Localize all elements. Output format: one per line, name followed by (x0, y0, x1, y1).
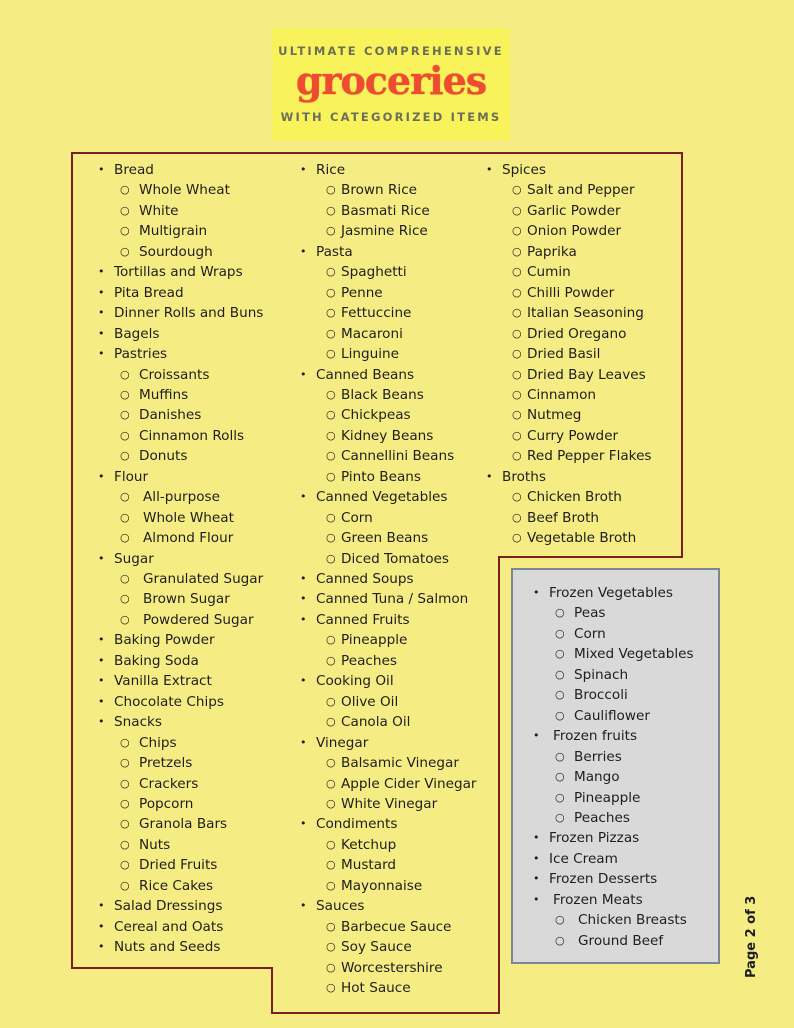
sub-list-item-label: Popcorn (139, 795, 194, 812)
bullet-icon: • (98, 674, 105, 688)
header-title: groceries (295, 58, 487, 103)
sub-list-item-label: Croissants (139, 366, 210, 383)
circle-bullet-icon: ○ (120, 735, 130, 749)
bullet-icon: • (98, 633, 105, 647)
sub-list-item-label: Worcestershire (341, 959, 443, 976)
circle-bullet-icon: ○ (555, 770, 565, 784)
circle-bullet-icon: ○ (120, 572, 130, 585)
list-item-label: Frozen Vegetables (549, 585, 673, 601)
list-item-label: Canned Vegetables (316, 489, 448, 506)
sub-list-item-label: Fettuccine (341, 305, 412, 322)
list-item-label: Bagels (114, 325, 160, 342)
sub-list-item-label: Berries (574, 748, 622, 765)
circle-bullet-icon: ○ (326, 981, 336, 994)
circle-bullet-icon: ○ (555, 667, 565, 681)
circle-bullet-icon: ○ (120, 776, 130, 790)
list-item-label: Spices (502, 162, 546, 178)
list-item-label: Frozen Meats (553, 891, 643, 908)
header-top-line: ULTIMATE COMPREHENSIVE (278, 44, 504, 58)
sub-list-item-label: Cumin (527, 264, 571, 281)
bullet-icon: • (98, 163, 105, 176)
sub-list-item-label: Cinnamon (527, 386, 597, 403)
bullet-icon: • (486, 469, 493, 483)
list-item-label: Frozen Desserts (549, 871, 658, 888)
circle-bullet-icon: ○ (326, 796, 336, 810)
bullet-icon: • (300, 367, 307, 381)
circle-bullet-icon: ○ (512, 408, 522, 422)
circle-bullet-icon: ○ (326, 449, 336, 463)
circle-bullet-icon: ○ (555, 688, 565, 702)
sub-list-item-label: Spinach (574, 666, 629, 683)
bullet-icon: • (98, 265, 105, 279)
sub-list-item-label: Granola Bars (139, 816, 228, 833)
circle-bullet-icon: ○ (326, 203, 336, 217)
sub-list-item-label: Olive Oil (341, 693, 399, 710)
circle-bullet-icon: ○ (555, 606, 565, 620)
list-item-label: Canned Beans (316, 366, 415, 383)
bullet-icon: • (300, 817, 307, 831)
bullet-icon: • (98, 285, 105, 299)
sub-list-item-label: Hot Sauce (341, 980, 411, 996)
circle-bullet-icon: ○ (120, 428, 130, 442)
bullet-icon: • (533, 892, 540, 906)
bullet-icon: • (300, 244, 307, 258)
sub-list-item-label: Italian Seasoning (527, 305, 644, 322)
circle-bullet-icon: ○ (120, 387, 130, 401)
bullet-icon: • (533, 872, 540, 886)
list-item-label: Snacks (114, 714, 163, 731)
circle-bullet-icon: ○ (120, 367, 130, 381)
circle-bullet-icon: ○ (512, 531, 522, 545)
bullet-icon: • (533, 729, 540, 743)
sub-list-item-label: White Vinegar (341, 795, 438, 812)
sub-list-item-label: Almond Flour (143, 530, 234, 547)
list-item-label: Frozen fruits (553, 728, 638, 745)
circle-bullet-icon: ○ (512, 490, 522, 504)
circle-bullet-icon: ○ (512, 347, 522, 361)
circle-bullet-icon: ○ (120, 756, 130, 770)
bullet-icon: • (98, 653, 105, 667)
bullet-icon: • (98, 694, 105, 708)
sub-list-item-label: Multigrain (139, 223, 208, 240)
sub-list-item-label: Black Beans (341, 386, 424, 403)
circle-bullet-icon: ○ (512, 244, 522, 258)
sub-list-item-label: Onion Powder (527, 223, 622, 240)
sub-list-item-label: Paprika (527, 243, 577, 260)
sub-list-item-label: Penne (341, 284, 383, 301)
list-item-label: Dinner Rolls and Buns (114, 305, 264, 322)
sub-list-item-label: Cannellini Beans (341, 448, 455, 465)
circle-bullet-icon: ○ (512, 183, 522, 197)
bullet-icon: • (98, 306, 105, 320)
sub-list-item-label: Curry Powder (527, 427, 619, 444)
circle-bullet-icon: ○ (326, 551, 336, 565)
circle-bullet-icon: ○ (326, 408, 336, 422)
bullet-icon: • (533, 831, 540, 845)
sub-list-item-label: Vegetable Broth (527, 530, 637, 547)
bullet-icon: • (98, 919, 105, 933)
circle-bullet-icon: ○ (120, 224, 130, 238)
sub-list-item-label: Red Pepper Flakes (527, 448, 652, 465)
sub-list-item-label: Dried Basil (527, 346, 601, 363)
sub-list-item-label: Mayonnaise (341, 877, 423, 894)
circle-bullet-icon: ○ (512, 387, 522, 401)
circle-bullet-icon: ○ (120, 203, 130, 217)
list-item-label: Baking Soda (114, 652, 199, 669)
sub-list-item-label: Mixed Vegetables (574, 646, 694, 663)
sub-list-item-label: Apple Cider Vinegar (341, 775, 477, 792)
list-item-label: Tortillas and Wraps (114, 264, 243, 281)
sub-list-item-label: Chickpeas (341, 407, 411, 424)
sub-list-item-label: Spaghetti (341, 264, 407, 281)
sub-list-item-label: Danishes (139, 407, 202, 424)
circle-bullet-icon: ○ (120, 817, 130, 831)
circle-bullet-icon: ○ (555, 790, 565, 804)
list-item-label: Condiments (316, 816, 398, 833)
sub-list-item-label: Nutmeg (527, 407, 582, 424)
sub-list-item-label: Dried Bay Leaves (527, 366, 646, 383)
list-item-label: Pasta (316, 243, 353, 260)
sub-list-item-label: All-purpose (143, 489, 220, 506)
circle-bullet-icon: ○ (326, 694, 336, 708)
list-item-label: Nuts and Seeds (114, 939, 221, 956)
sub-list-item-label: Green Beans (341, 530, 429, 547)
sub-list-item-label: Brown Rice (341, 182, 418, 199)
circle-bullet-icon: ○ (512, 449, 522, 463)
circle-bullet-icon: ○ (120, 490, 130, 504)
circle-bullet-icon: ○ (555, 913, 565, 927)
circle-bullet-icon: ○ (120, 408, 130, 422)
sub-list-item-label: Balsamic Vinegar (341, 755, 459, 772)
bullet-icon: • (98, 326, 105, 340)
sub-list-item-label: Rice Cakes (139, 877, 214, 894)
circle-bullet-icon: ○ (326, 715, 336, 729)
list-item-label: Rice (316, 162, 346, 178)
sub-list-item-label: Corn (341, 509, 373, 526)
sub-list-item-label: Dried Fruits (139, 857, 218, 874)
sub-list-item-label: Pretzels (139, 755, 193, 772)
circle-bullet-icon: ○ (326, 837, 336, 851)
sub-list-item-label: Muffins (139, 386, 189, 403)
bullet-icon: • (300, 592, 307, 606)
circle-bullet-icon: ○ (326, 776, 336, 790)
circle-bullet-icon: ○ (120, 878, 130, 892)
sub-list-item-label: Garlic Powder (527, 202, 621, 219)
sub-list-item-label: Ketchup (341, 836, 397, 853)
circle-bullet-icon: ○ (120, 858, 130, 872)
circle-bullet-icon: ○ (512, 203, 522, 217)
circle-bullet-icon: ○ (512, 367, 522, 381)
circle-bullet-icon: ○ (512, 285, 522, 299)
circle-bullet-icon: ○ (326, 265, 336, 279)
sub-list-item-label: Chicken Broth (527, 489, 622, 506)
circle-bullet-icon: ○ (120, 449, 130, 463)
circle-bullet-icon: ○ (555, 708, 565, 722)
bullet-icon: • (533, 586, 540, 599)
circle-bullet-icon: ○ (555, 626, 565, 640)
list-item-label: Vinegar (316, 734, 369, 751)
circle-bullet-icon: ○ (326, 960, 336, 974)
circle-bullet-icon: ○ (326, 224, 336, 238)
list-item-label: Canned Tuna / Salmon (316, 591, 469, 608)
list-item-label: Cereal and Oats (114, 918, 224, 935)
sub-list-item-label: Nuts (139, 836, 171, 853)
sub-list-item-label: Diced Tomatoes (341, 550, 450, 567)
sub-list-item-label: Mustard (341, 857, 397, 874)
list-item-label: Canned Soups (316, 571, 414, 587)
sub-list-item-label: Peaches (574, 809, 630, 826)
circle-bullet-icon: ○ (512, 428, 522, 442)
list-item-label: Pita Bread (114, 284, 184, 301)
sub-list-item-label: Chips (139, 734, 177, 751)
sub-list-item-label: Barbecue Sauce (341, 918, 452, 935)
circle-bullet-icon: ○ (512, 224, 522, 238)
list-item-label: Chocolate Chips (114, 693, 224, 710)
circle-bullet-icon: ○ (512, 510, 522, 524)
sub-list-item-label: Powdered Sugar (143, 611, 254, 628)
bullet-icon: • (98, 551, 105, 565)
circle-bullet-icon: ○ (326, 306, 336, 320)
list-item-label: Cooking Oil (316, 673, 394, 690)
sub-list-item-label: Chicken Breasts (578, 912, 687, 929)
circle-bullet-icon: ○ (120, 796, 130, 810)
circle-bullet-icon: ○ (512, 326, 522, 340)
bullet-icon: • (98, 940, 105, 954)
circle-bullet-icon: ○ (120, 592, 130, 606)
circle-bullet-icon: ○ (120, 612, 130, 626)
sub-list-item-label: Pineapple (341, 632, 408, 649)
circle-bullet-icon: ○ (120, 510, 130, 524)
circle-bullet-icon: ○ (326, 428, 336, 442)
circle-bullet-icon: ○ (326, 858, 336, 872)
circle-bullet-icon: ○ (326, 919, 336, 933)
sub-list-item-label: Brown Sugar (143, 591, 230, 608)
sub-list-item-label: Kidney Beans (341, 427, 434, 444)
circle-bullet-icon: ○ (120, 183, 130, 197)
sub-list-item-label: Chilli Powder (527, 284, 615, 301)
page-indicator: Page 2 of 3 (744, 895, 759, 978)
circle-bullet-icon: ○ (512, 306, 522, 320)
sub-list-item-label: Basmati Rice (341, 202, 430, 219)
circle-bullet-icon: ○ (555, 810, 565, 824)
sub-list-item-label: Whole Wheat (143, 509, 234, 526)
circle-bullet-icon: ○ (120, 837, 130, 851)
bullet-icon: • (300, 490, 307, 504)
sub-list-item-label: Donuts (139, 448, 188, 465)
circle-bullet-icon: ○ (326, 756, 336, 770)
bullet-icon: • (533, 851, 540, 865)
sub-list-item-label: Crackers (139, 775, 199, 792)
sub-list-item-label: Peas (574, 605, 606, 622)
circle-bullet-icon: ○ (326, 878, 336, 892)
header-bottom-line: WITH CATEGORIZED ITEMS (280, 110, 502, 124)
sub-list-item-label: Macaroni (341, 325, 403, 342)
bullet-icon: • (486, 163, 493, 176)
sub-list-item-label: Cinnamon Rolls (139, 427, 245, 444)
circle-bullet-icon: ○ (512, 265, 522, 279)
sub-list-item-label: Canola Oil (341, 714, 411, 731)
bullet-icon: • (300, 674, 307, 688)
list-item-label: Salad Dressings (114, 898, 223, 915)
circle-bullet-icon: ○ (555, 749, 565, 763)
sub-list-item-label: Mango (574, 769, 620, 786)
sub-list-item-label: White (139, 202, 179, 219)
bullet-icon: • (300, 572, 307, 585)
list-item-label: Canned Fruits (316, 611, 410, 628)
bullet-icon: • (98, 469, 105, 483)
sub-list-item-label: Linguine (341, 346, 399, 363)
sub-list-item-label: Salt and Pepper (527, 182, 635, 199)
sub-list-item-label: Pineapple (574, 789, 641, 806)
list-item-label: Frozen Pizzas (549, 830, 640, 847)
sub-list-item-label: Beef Broth (527, 509, 600, 526)
sub-list-item-label: Pinto Beans (341, 468, 421, 485)
sub-list-item-label: Peaches (341, 652, 397, 669)
bullet-icon: • (300, 163, 307, 176)
circle-bullet-icon: ○ (326, 653, 336, 667)
list-item-label: Vanilla Extract (114, 673, 212, 690)
sub-list-item-label: Cauliflower (574, 707, 650, 724)
circle-bullet-icon: ○ (326, 633, 336, 647)
sub-list-item-label: Soy Sauce (341, 939, 412, 956)
bullet-icon: • (98, 715, 105, 729)
sub-list-item-label: Sourdough (139, 243, 213, 260)
list-item-label: Baking Powder (114, 632, 215, 649)
circle-bullet-icon: ○ (326, 347, 336, 361)
list-item-label: Flour (114, 468, 149, 485)
sub-list-item-label: Whole Wheat (139, 182, 230, 199)
bullet-icon: • (300, 899, 307, 913)
bullet-icon: • (98, 899, 105, 913)
circle-bullet-icon: ○ (326, 387, 336, 401)
sub-list-item-label: Ground Beef (578, 932, 664, 949)
circle-bullet-icon: ○ (326, 183, 336, 197)
circle-bullet-icon: ○ (326, 326, 336, 340)
bullet-icon: • (300, 735, 307, 749)
circle-bullet-icon: ○ (326, 469, 336, 483)
sub-list-item-label: Jasmine Rice (341, 223, 428, 240)
list-item-label: Broths (502, 468, 546, 485)
bullet-icon: • (98, 347, 105, 361)
circle-bullet-icon: ○ (326, 531, 336, 545)
sub-list-item-label: Broccoli (574, 687, 628, 704)
circle-bullet-icon: ○ (326, 285, 336, 299)
circle-bullet-icon: ○ (120, 531, 130, 545)
circle-bullet-icon: ○ (326, 940, 336, 954)
list-item-label: Sauces (316, 898, 365, 915)
circle-bullet-icon: ○ (555, 647, 565, 661)
sub-list-item-label: Dried Oregano (527, 325, 627, 342)
list-item-label: Bread (114, 162, 154, 178)
circle-bullet-icon: ○ (326, 510, 336, 524)
list-item-label: Ice Cream (549, 850, 618, 867)
sub-list-item-label: Corn (574, 625, 606, 642)
sub-list-item-label: Granulated Sugar (143, 571, 264, 587)
bullet-icon: • (300, 612, 307, 626)
circle-bullet-icon: ○ (555, 933, 565, 947)
list-item-label: Sugar (114, 550, 154, 567)
list-item-label: Pastries (114, 346, 168, 363)
circle-bullet-icon: ○ (120, 244, 130, 258)
